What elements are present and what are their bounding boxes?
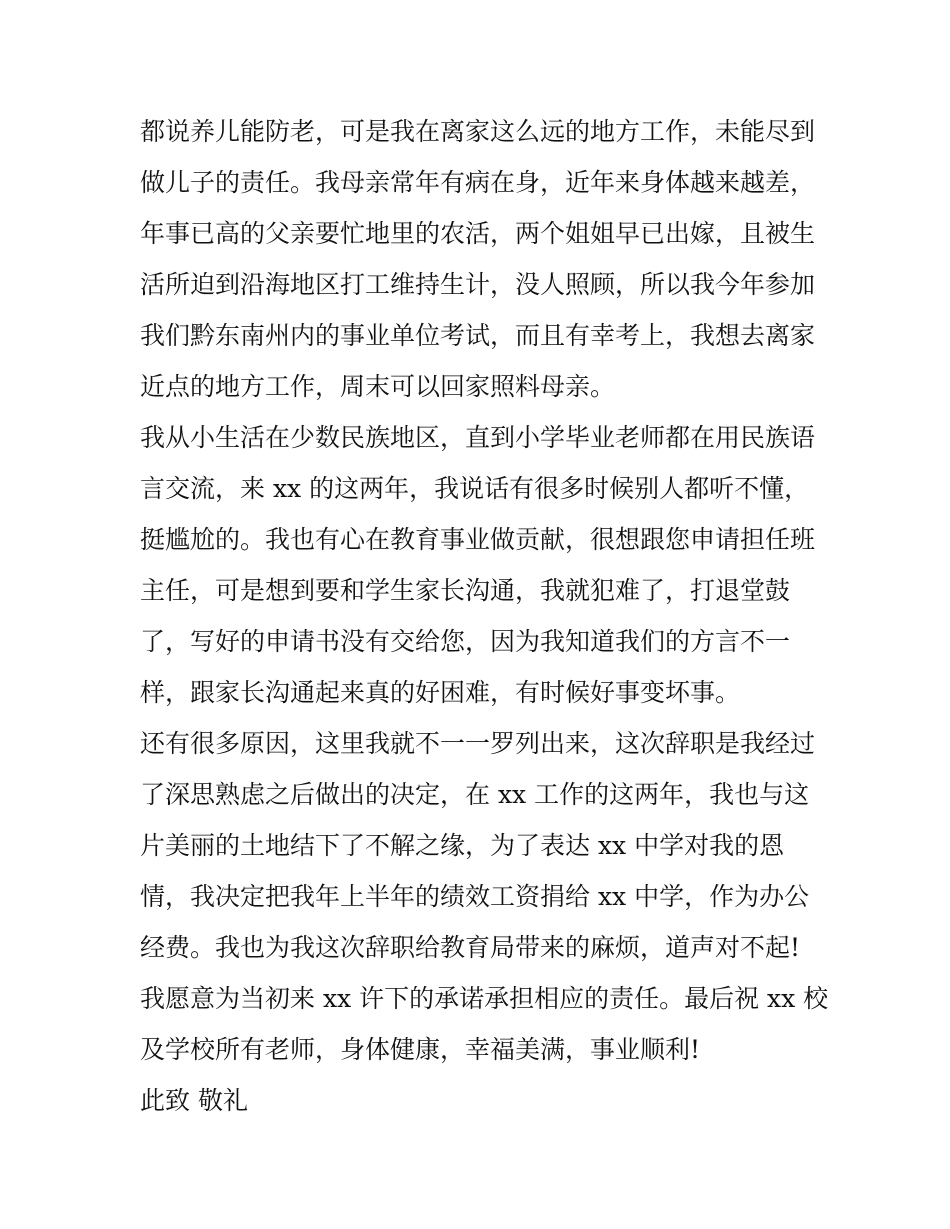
letter-body (140, 106, 830, 1126)
text-line: 近点的地方工作，周末可以回家照料母亲。 (140, 372, 616, 401)
text-line: 片美丽的土地结下了不解之缘，为了表达 xx 中学对我的恩 (140, 831, 785, 860)
text-line: 情，我决定把我年上半年的绩效工资捐给 xx 中学，作为办公 (140, 882, 810, 911)
text-line: 样，跟家长沟通起来真的好困难，有时候好事变坏事。 (140, 678, 741, 707)
text-line: 年事已高的父亲要忙地里的农活，两个姐姐早已出嫁，且被生 (140, 219, 816, 248)
text-line: 经费。我也为我这次辞职给教育局带来的麻烦，道声对不起! (140, 933, 801, 962)
text-line: 主任，可是想到要和学生家长沟通，我就犯难了，打退堂鼓 (140, 576, 791, 605)
text-line: 活所迫到沿海地区打工维持生计，没人照顾，所以我今年参加 (140, 270, 816, 299)
text-line: 及学校所有老师，身体健康，幸福美满，事业顺利! (140, 1035, 701, 1064)
text-line: 做儿子的责任。我母亲常年有病在身，近年来身体越来越差， (140, 168, 816, 197)
text-line: 我从小生活在少数民族地区，直到小学毕业老师都在用民族语 (140, 423, 816, 452)
text-line: 我愿意为当初来 xx 许下的承诺承担相应的责任。最后祝 xx 校 (140, 984, 829, 1013)
text-line: 挺尴尬的。我也有心在教育事业做贡献，很想跟您申请担任班 (140, 525, 816, 554)
text-line: 还有很多原因，这里我就不一一罗列出来，这次辞职是我经过 (140, 729, 816, 758)
closing-line: 此致 敬礼 (140, 1086, 248, 1115)
text-line: 言交流，来 xx 的这两年，我说话有很多时候别人都听不懂， (140, 474, 810, 503)
text-line: 了深思熟虑之后做出的决定，在 xx 工作的这两年，我也与这 (140, 780, 810, 809)
text-line: 了，写好的申请书没有交给您，因为我知道我们的方言不一 (140, 627, 791, 656)
text-line: 都说养儿能防老，可是我在离家这么远的地方工作，未能尽到 (140, 117, 816, 146)
text-line: 我们黔东南州内的事业单位考试，而且有幸考上，我想去离家 (140, 321, 816, 350)
